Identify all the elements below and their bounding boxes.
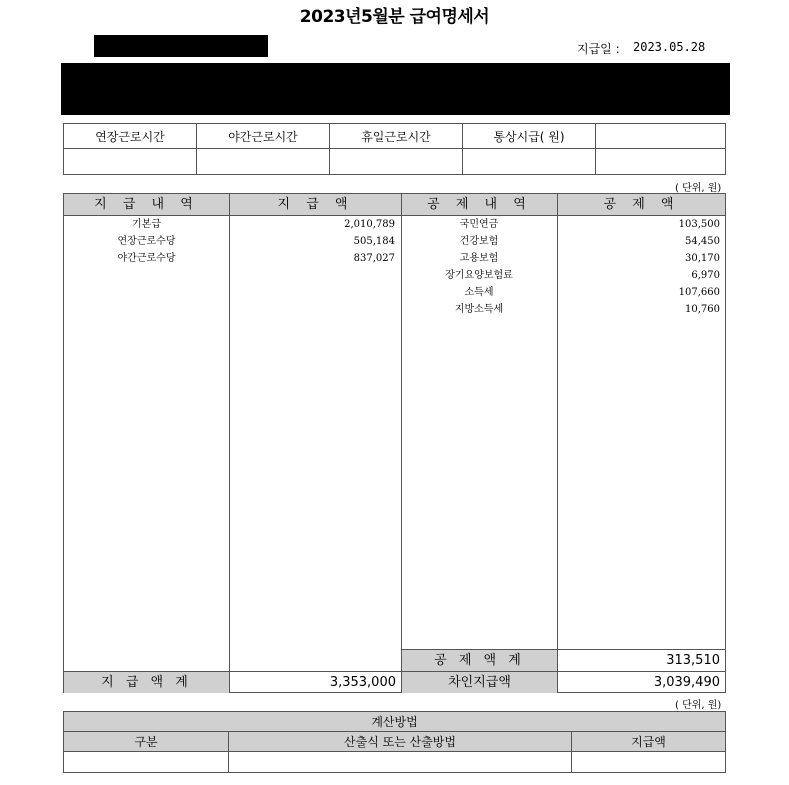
deduction-item-amount: 6,970 <box>691 270 720 281</box>
unit-label: ( 단위, 원) <box>675 700 722 711</box>
holiday-hours-value <box>330 149 463 175</box>
payment-total-value: 3,353,000 <box>230 671 401 693</box>
night-hours-value <box>197 149 330 175</box>
payment-item-amount: 837,027 <box>353 253 395 264</box>
payment-amount-column <box>229 194 402 692</box>
redacted-name-block <box>94 35 268 57</box>
pay-date-value: 2023.05.28 <box>633 40 706 54</box>
calc-title: 계산방법 <box>64 712 726 732</box>
calc-cell-category <box>64 752 229 773</box>
payment-item-amount: 2,010,789 <box>344 219 395 230</box>
redacted-info-block <box>61 63 730 115</box>
deduction-item-amount: 107,660 <box>678 287 720 298</box>
net-pay-value: 3,039,490 <box>558 671 725 693</box>
work-hours-value-row <box>64 149 726 175</box>
calc-header-category: 구분 <box>64 732 229 752</box>
deduction-amount-header: 공 제 액 <box>558 194 725 216</box>
unit-label: ( 단위, 원) <box>675 183 722 194</box>
calc-cell-amount <box>572 752 726 773</box>
document-title: 2023년5월분 급여명세서 <box>299 7 490 27</box>
work-hours-table <box>63 123 726 175</box>
net-pay-label: 차인지급액 <box>402 671 557 693</box>
deductions-header: 공 제 내 역 <box>402 194 557 216</box>
payment-item-label: 연장근로수당 <box>117 236 176 247</box>
payment-amount-header: 지 급 액 <box>230 194 401 216</box>
pay-date-label: 지급일 : <box>577 42 620 56</box>
work-hours-header-row <box>64 124 726 149</box>
deduction-item-label: 국민연금 <box>459 219 499 230</box>
extra-header <box>596 124 726 149</box>
deduction-item-amount: 10,760 <box>685 304 720 315</box>
night-hours-header: 야간근로시간 <box>197 124 330 149</box>
deduction-item-label: 건강보험 <box>459 236 499 247</box>
payment-item-amount: 505,184 <box>353 236 395 247</box>
overtime-hours-value <box>64 149 197 175</box>
hourly-wage-value <box>463 149 596 175</box>
payslip-main-table <box>63 193 726 693</box>
deduction-item-label: 고용보험 <box>459 253 499 264</box>
deduction-item-amount: 30,170 <box>685 253 720 264</box>
deduction-item-label: 지방소득세 <box>454 304 504 315</box>
calc-header-amount: 지급액 <box>572 732 726 752</box>
deduction-item-label: 장기요양보험료 <box>445 270 513 281</box>
overtime-hours-header: 연장근로시간 <box>64 124 197 149</box>
calculation-method-table <box>63 711 726 773</box>
holiday-hours-header: 휴일근로시간 <box>330 124 463 149</box>
deduction-total-label: 공 제 액 계 <box>402 649 557 671</box>
payment-item-label: 기본급 <box>132 219 161 230</box>
calc-header-formula: 산출식 또는 산출방법 <box>229 732 572 752</box>
extra-value <box>596 149 726 175</box>
payments-header: 지 급 내 역 <box>64 194 229 216</box>
deduction-item-label: 소득세 <box>464 287 494 298</box>
deduction-item-amount: 54,450 <box>685 236 720 247</box>
deduction-item-amount: 103,500 <box>678 219 720 230</box>
payments-column <box>64 194 230 692</box>
hourly-wage-header: 통상시급( 원) <box>463 124 596 149</box>
deduction-total-value: 313,510 <box>558 649 725 671</box>
calc-cell-formula <box>229 752 572 773</box>
payment-item-label: 야간근로수당 <box>117 253 176 264</box>
payment-total-label: 지 급 액 계 <box>64 671 229 693</box>
